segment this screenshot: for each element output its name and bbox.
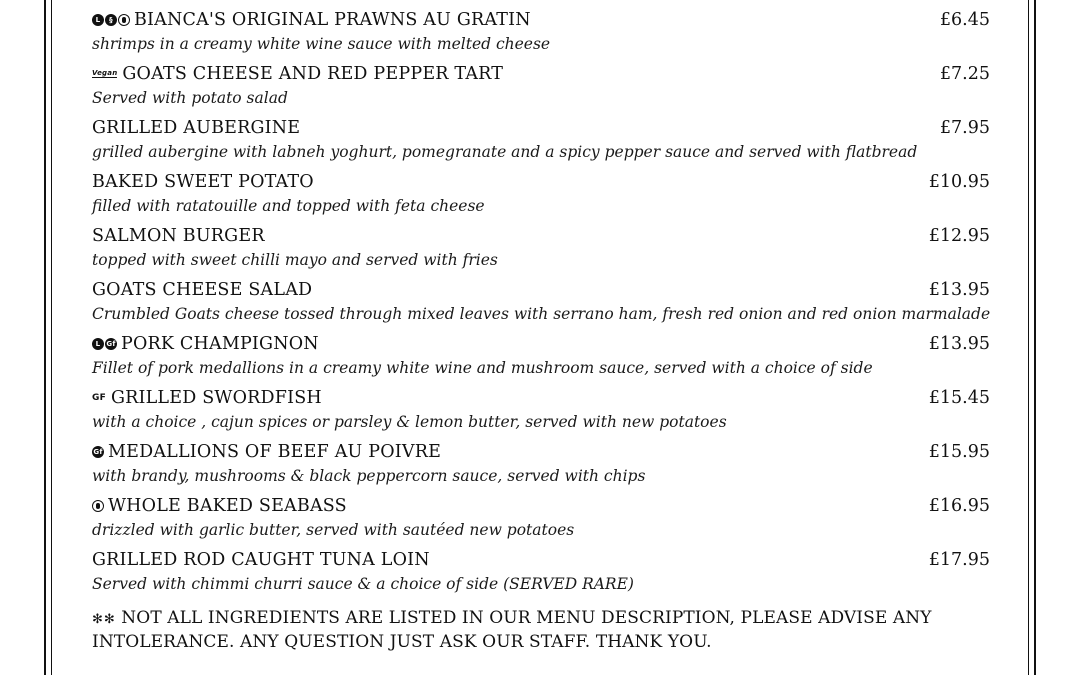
- menu-item-name: [92, 496, 347, 516]
- gluten-icon: §: [105, 14, 117, 26]
- menu-item-price: £7.95: [939, 118, 990, 138]
- lactose-icon: L: [92, 14, 104, 26]
- menu-item: [92, 270, 992, 324]
- menu-item-description: Served with potato salad: [92, 89, 288, 107]
- menu-item: [92, 162, 992, 216]
- menu-item-price: £16.95: [928, 496, 990, 516]
- dietary-icons: [92, 495, 105, 515]
- menu-item-title: MEDALLIONS OF BEEF AU POIVRE: [108, 442, 442, 462]
- menu-item: [92, 54, 992, 108]
- menu-item-name: [92, 10, 531, 30]
- notice-text-1: NOT ALL INGREDIENTS ARE LISTED IN OUR MENU DESCRIPTION, PLEASE ADVISE ANY: [115, 608, 932, 628]
- menu-item-price: £10.95: [928, 172, 990, 192]
- menu-item: [92, 216, 992, 270]
- menu-item-title: GRILLED SWORDFISH: [110, 388, 322, 408]
- gluten-free-icon: Gf: [93, 447, 103, 456]
- menu-item: [92, 0, 992, 54]
- menu-item: [92, 108, 992, 162]
- allergy-notice: [92, 607, 992, 654]
- menu-item-description: topped with sweet chilli mayo and served with fries: [92, 251, 498, 269]
- menu-item-price: £17.95: [928, 550, 990, 570]
- menu-item-name: [92, 388, 322, 408]
- menu-item-description: Served with chimmi churri sauce & a choice of side (SERVED RARE): [92, 575, 634, 593]
- menu-item-description: Fillet of pork medallions in a creamy white wine and mushroom sauce, served with a choice of side: [92, 359, 873, 377]
- menu-item-title: WHOLE BAKED SEABASS: [108, 496, 347, 516]
- gluten-free-icon: Gf: [106, 339, 116, 348]
- dietary-icons: [92, 441, 105, 461]
- menu-item-description: drizzled with garlic butter, served with sautéed new potatoes: [92, 521, 575, 539]
- menu-item-description: Crumbled Goats cheese tossed through mixed leaves with serrano ham, fresh red onion and red onion marmalade: [92, 305, 991, 323]
- dietary-icons: [92, 387, 108, 407]
- asterisk-icon: ✻✻: [92, 612, 116, 627]
- notice-line-1: [92, 607, 992, 631]
- menu-item: [92, 378, 992, 432]
- menu-item-price: £15.45: [928, 388, 990, 408]
- menu-item-title: GRILLED AUBERGINE: [92, 118, 301, 138]
- menu-item-price: £13.95: [928, 334, 990, 354]
- menu-item-description: with brandy, mushrooms & black peppercorn sauce, served with chips: [92, 467, 646, 485]
- menu-item: [92, 432, 992, 486]
- menu-item: [92, 540, 992, 594]
- menu-item-title: GOATS CHEESE AND RED PEPPER TART: [122, 64, 504, 84]
- menu-item-title: BIANCA'S ORIGINAL PRAWNS AU GRATIN: [134, 10, 531, 30]
- vegan-icon: Vegan: [92, 69, 118, 77]
- menu-item-title: GOATS CHEESE SALAD: [92, 280, 313, 300]
- menu-item-price: £7.25: [939, 64, 990, 84]
- menu-item-description: filled with ratatouille and topped with feta cheese: [92, 197, 485, 215]
- menu-item-title: PORK CHAMPIGNON: [121, 334, 319, 354]
- dietary-icons: [92, 63, 119, 83]
- menu-item: [92, 324, 992, 378]
- menu-item-price: £13.95: [928, 280, 990, 300]
- lactose-icon: L: [92, 338, 104, 350]
- dietary-icons: [92, 333, 118, 353]
- menu-item: [92, 486, 992, 540]
- menu-item-name: [92, 442, 441, 462]
- dietary-icons: [92, 9, 131, 29]
- fish-icon: [118, 14, 130, 26]
- menu-item-price: £12.95: [928, 226, 990, 246]
- menu-item-description: shrimps in a creamy white wine sauce with melted cheese: [92, 35, 551, 53]
- menu-item-title: GRILLED ROD CAUGHT TUNA LOIN: [92, 550, 430, 570]
- menu-item-name: [92, 64, 503, 84]
- menu-item-description: grilled aubergine with labneh yoghurt, pomegranate and a spicy pepper sauce and served with flatbread: [92, 143, 918, 161]
- menu-item-title: BAKED SWEET POTATO: [92, 172, 314, 192]
- notice-line-2: INTOLERANCE. ANY QUESTION JUST ASK OUR STAFF. THANK YOU.: [92, 632, 712, 652]
- menu-item-description: with a choice , cajun spices or parsley & lemon butter, served with new potatoes: [92, 413, 727, 431]
- fish-icon: [92, 500, 104, 512]
- menu-item-title: SALMON BURGER: [92, 226, 265, 246]
- gluten-free-icon: GF: [92, 392, 106, 403]
- menu-item-price: £15.95: [928, 442, 990, 462]
- menu-item-name: [92, 334, 319, 354]
- menu-item-price: £6.45: [939, 10, 990, 30]
